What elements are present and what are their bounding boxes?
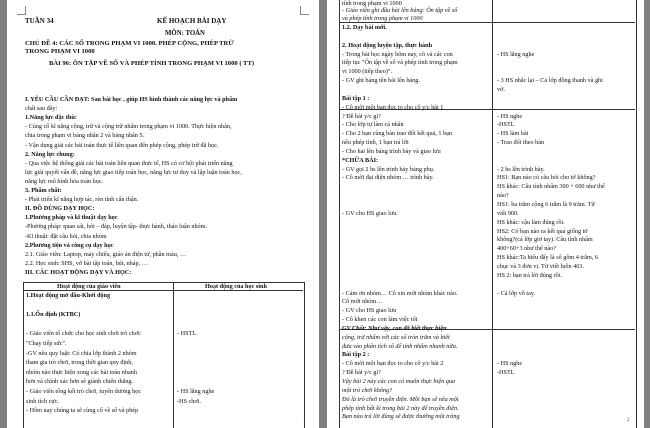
student-line: nào? <box>497 192 509 200</box>
document-page-1 <box>7 0 319 428</box>
teacher-line: vi 1000 (tiếp theo)". <box>342 68 392 76</box>
student-line: HS khác:Ta hiểu đấy là số gồm 4 trăm, 6 <box>497 254 598 262</box>
text-line: - Vận dụng giải các bài toán thực tế liên quan đến phép cộng, phép trừ đã học. <box>25 141 219 149</box>
student-line: - Trao đổi theo bàn <box>497 139 545 147</box>
text-line: -Kĩ thuật: đặt câu hỏi, chia nhóm <box>25 232 107 240</box>
teacher-line: một trò chơi không? <box>342 386 393 394</box>
teacher-line: - GV cho HS giao lưu. <box>342 209 398 217</box>
text-line: - Củng cố kĩ năng cộng, trừ và cộng trừ nhẩm trong phạm vi 1000. Thực hiện nhân, <box>25 123 232 131</box>
student-line: - HS lắng nghe <box>177 388 215 395</box>
teacher-line: Bài tập 1 : <box>342 94 370 102</box>
topic-line-1: CHỦ ĐỀ 4: CÁC SỐ TRONG PHẠM VI 1000. PHÉP CỘNG, PHÉP TRỪ <box>25 40 234 47</box>
teacher-line: - Cô mời đại diện nhóm … trình bày. <box>342 174 434 182</box>
table-divider <box>173 282 174 428</box>
teacher-line: ? Đề bài y/c gì? <box>342 112 381 120</box>
topic-line-2: TRONG PHẠM VI 1000 <box>25 48 95 55</box>
student-line: - HS nghe <box>497 112 523 120</box>
teacher-line: tham gia trò chơi, trong thời gian quy định, <box>26 359 133 367</box>
teacher-line: sinh tích cực. <box>26 397 60 405</box>
teacher-line: hơn và chính xác hơn sẽ giành chiến thắng. <box>26 378 134 386</box>
teacher-line: Bài tập 2 : <box>342 351 370 359</box>
teacher-line: đưa vào phân tích số để tính nhẩm nhanh nữa. <box>342 342 458 350</box>
student-line: - 2 hs lên trình bày. <box>497 165 545 173</box>
lesson-title: BÀI 96: ÔN TẬP VỀ SỐ VÀ PHÉP TÍNH TRONG PHẠM VI 1000 ( TT) <box>49 60 255 67</box>
text-line: III. CÁC HOẠT ĐỘNG DẠY VÀ HỌC: <box>25 268 132 276</box>
plan-title: KẾ HOẠCH BÀI DẠY <box>157 17 227 25</box>
text-line: I. YÊU CẦU CẦN ĐẠT: Sau bài học , giúp HS hình thành các năng lực và phẩm <box>25 96 238 103</box>
text-line: chia trong phạm vi bảng nhân 2 và bảng nhân 5. <box>25 132 145 140</box>
teacher-line: tính trong phạm vi 1000 <box>342 0 402 7</box>
teacher-line: 1.2. Dạy bài mới. <box>342 24 387 31</box>
teacher-line: nêu phép tính, 1 bạn trả lời <box>342 139 409 147</box>
teacher-line: Cô mời nhóm… <box>342 298 383 306</box>
student-line: HS1: Bạn nào có câu hỏi cho tớ không? <box>497 174 596 182</box>
teacher-line: - GV cho HS giao lưu <box>342 307 397 315</box>
student-line: chục và 3 đơn vị. Từ viết luôn 463. <box>497 262 584 270</box>
teacher-line: - Cho lớp tự làm cá nhân <box>342 121 404 129</box>
teacher-line: - Giáo viên tổng kết trò chơi, tuyên dương học <box>26 388 142 395</box>
student-line: vở. <box>497 85 505 93</box>
text-line: năng lực mô hình hóa toán học. <box>25 177 104 185</box>
student-line: - 3 HS nhắc lại – Cả lớp đồng thanh và ghi <box>497 77 603 85</box>
table-header-student: Hoạt động của học sinh <box>205 283 267 290</box>
text-line: 2. Năng lực chung: <box>25 150 75 158</box>
text-line: 2.2. Học sinh: SHS, vở bài tập toán, bút, nháp, … <box>25 259 148 267</box>
student-line: HS2: Có bạn nào ra kết quả giống tớ <box>497 227 588 235</box>
text-line: 1.Phương pháp và kĩ thuật dạy học <box>25 214 118 222</box>
text-line: -Phương pháp: quan sát, hỏi – đáp, luyện tập- thực hành, thảo luận nhóm. <box>25 223 207 231</box>
teacher-line: *CHỮA BÀI: <box>342 156 379 164</box>
table-divider <box>492 0 493 428</box>
teacher-line: - Cô mời một bạn đọc to cho cô y/c bài 2 <box>342 360 444 368</box>
student-line: viết 900. <box>497 209 519 217</box>
text-line: 1.Năng lực đặc thù: <box>25 114 77 122</box>
teacher-line: -GV nêu quy luật: Có chia lớp thành 2 nhóm <box>26 349 137 357</box>
student-line: - HS nghe <box>497 360 523 368</box>
teacher-line: và phép tính trong phạm vi 1000 <box>342 14 423 22</box>
teacher-line: phép tính bất kì trong bài 2 này để truyền điện. <box>342 404 459 412</box>
student-line: - HS lắng nghe <box>497 50 535 58</box>
page-number: 2 <box>627 418 630 423</box>
text-line: 3. Phẩm chất: <box>25 187 62 194</box>
teacher-line: - Giáo viên ghi đầu bài lên bảng: Ôn tập về số <box>342 7 458 15</box>
teacher-line: "Chạy tiếp sức". <box>26 340 67 347</box>
student-line: HS1: ba trăm cộng 6 trăm là 9 trăm. Từ <box>497 201 595 208</box>
teacher-line: - Hôm nay chúng ta sẽ cùng cố về số và phép <box>26 407 139 415</box>
student-line: không?(cả lớp giơ tay). Câu tính nhẩm <box>497 236 593 244</box>
student-line: - HS làm bài <box>497 130 529 138</box>
teacher-line: tiếp tục "Ôn tập về số và phép tính trong phạm <box>342 59 458 67</box>
teacher-line: - Cảm ơn nhóm… Cô xin mời nhóm khác nào. <box>342 289 458 297</box>
student-line: - HSTL. <box>177 330 198 338</box>
teacher-line: - Cô mời một bạn đọc to cho cô y/c bài 1 <box>342 103 444 111</box>
teacher-line: nhóm nào thực hiện xong các bài toán nhanh <box>26 368 137 376</box>
student-line: -HSTL <box>497 369 515 377</box>
teacher-line: - Cho 2 bạn cùng bàn trao đổi kết quả, 1 bạn <box>342 130 452 138</box>
text-line: - Phát triển kĩ năng hợp tác, rèn tính cẩn thận. <box>25 196 139 204</box>
teacher-line: - Trong bài học ngày hôm nay, cô và các con <box>342 50 453 58</box>
table-row-rule <box>339 22 635 23</box>
teacher-line: cộng, trừ nhẩm với các số tròn trăm và biết <box>342 333 450 341</box>
student-line: -HSTL <box>497 121 515 129</box>
subject-label: MÔN: TOÁN <box>165 30 205 37</box>
teacher-line: Đó là trò chơi truyền điện. Mỗi bạn sẽ nêu một <box>342 395 459 403</box>
student-line: HS khác: Câu tính nhẩm 300 + 600 như thế <box>497 183 605 191</box>
student-line: 400+60+3 như thế nào? <box>497 245 556 253</box>
text-line: 2.1. Giáo viên: Laptop, máy chiếu, giáo án điện tử, phần màu, … <box>25 250 187 258</box>
document-page-2 <box>327 0 644 428</box>
teacher-line: ? Đề bài y/c gì? <box>342 369 381 377</box>
teacher-line: - GV ghi bảng tên bài lên bảng. <box>342 77 420 85</box>
text-line: lực giải quyết vấn đề, năng lực giao tiếp toán học, năng lực tư duy và lập luận toán học, <box>25 168 242 176</box>
crop-mark <box>17 6 26 15</box>
text-line: - Qua việc hệ thống giải các bài toán liên quan thực tế, HS có cơ hội phát triển năng <box>25 159 233 167</box>
teacher-line: 1.Hoạt động mở đầu-Khởi động <box>26 292 111 299</box>
text-line: chất sau đây: <box>25 105 58 113</box>
teacher-line: - Cho hai lên bảng trình bày và giao lưu <box>342 147 441 155</box>
student-line: - Cả lớp vỗ tay. <box>497 289 536 297</box>
teacher-line: GV Chốt: Như vậy, con đã biết thực hiện <box>342 324 447 332</box>
teacher-line: 1.1.Ổn định (KTBC) <box>26 311 81 319</box>
teacher-line: - Cô khen các con làm việc tốt <box>342 316 418 324</box>
teacher-line: - Giáo viên tổ chức cho học sinh chơi trò chơi: <box>26 330 142 338</box>
student-line: -HS chơi. <box>177 397 201 405</box>
table-header-teacher: Hoạt động của giáo viên <box>57 283 121 290</box>
week-label: TUẦN 34 <box>25 17 54 25</box>
page-number: 1 <box>303 418 306 423</box>
text-line: II. ĐỒ DÙNG DẠY HỌC: <box>25 205 95 213</box>
student-line: HS khác: cậu làm đúng rồi. <box>497 218 565 226</box>
teacher-line: Bạn nào trả lời đúng sẽ được thưởng một tràng <box>342 413 460 421</box>
teacher-line: Vậy bài 2 này các con có muốn thực hiện qua <box>342 378 456 385</box>
teacher-line: 2. Hoạt động luyện tập, thực hành <box>342 41 433 49</box>
teacher-line: - GV gọi 2 hs lên trình bày bảng phụ. <box>342 165 435 173</box>
text-line: 2.Phương tiện và công cụ dạy học <box>25 241 114 249</box>
student-line: HS 2: bạn trả lời đúng rồi. <box>497 271 562 279</box>
crop-mark <box>300 6 309 15</box>
